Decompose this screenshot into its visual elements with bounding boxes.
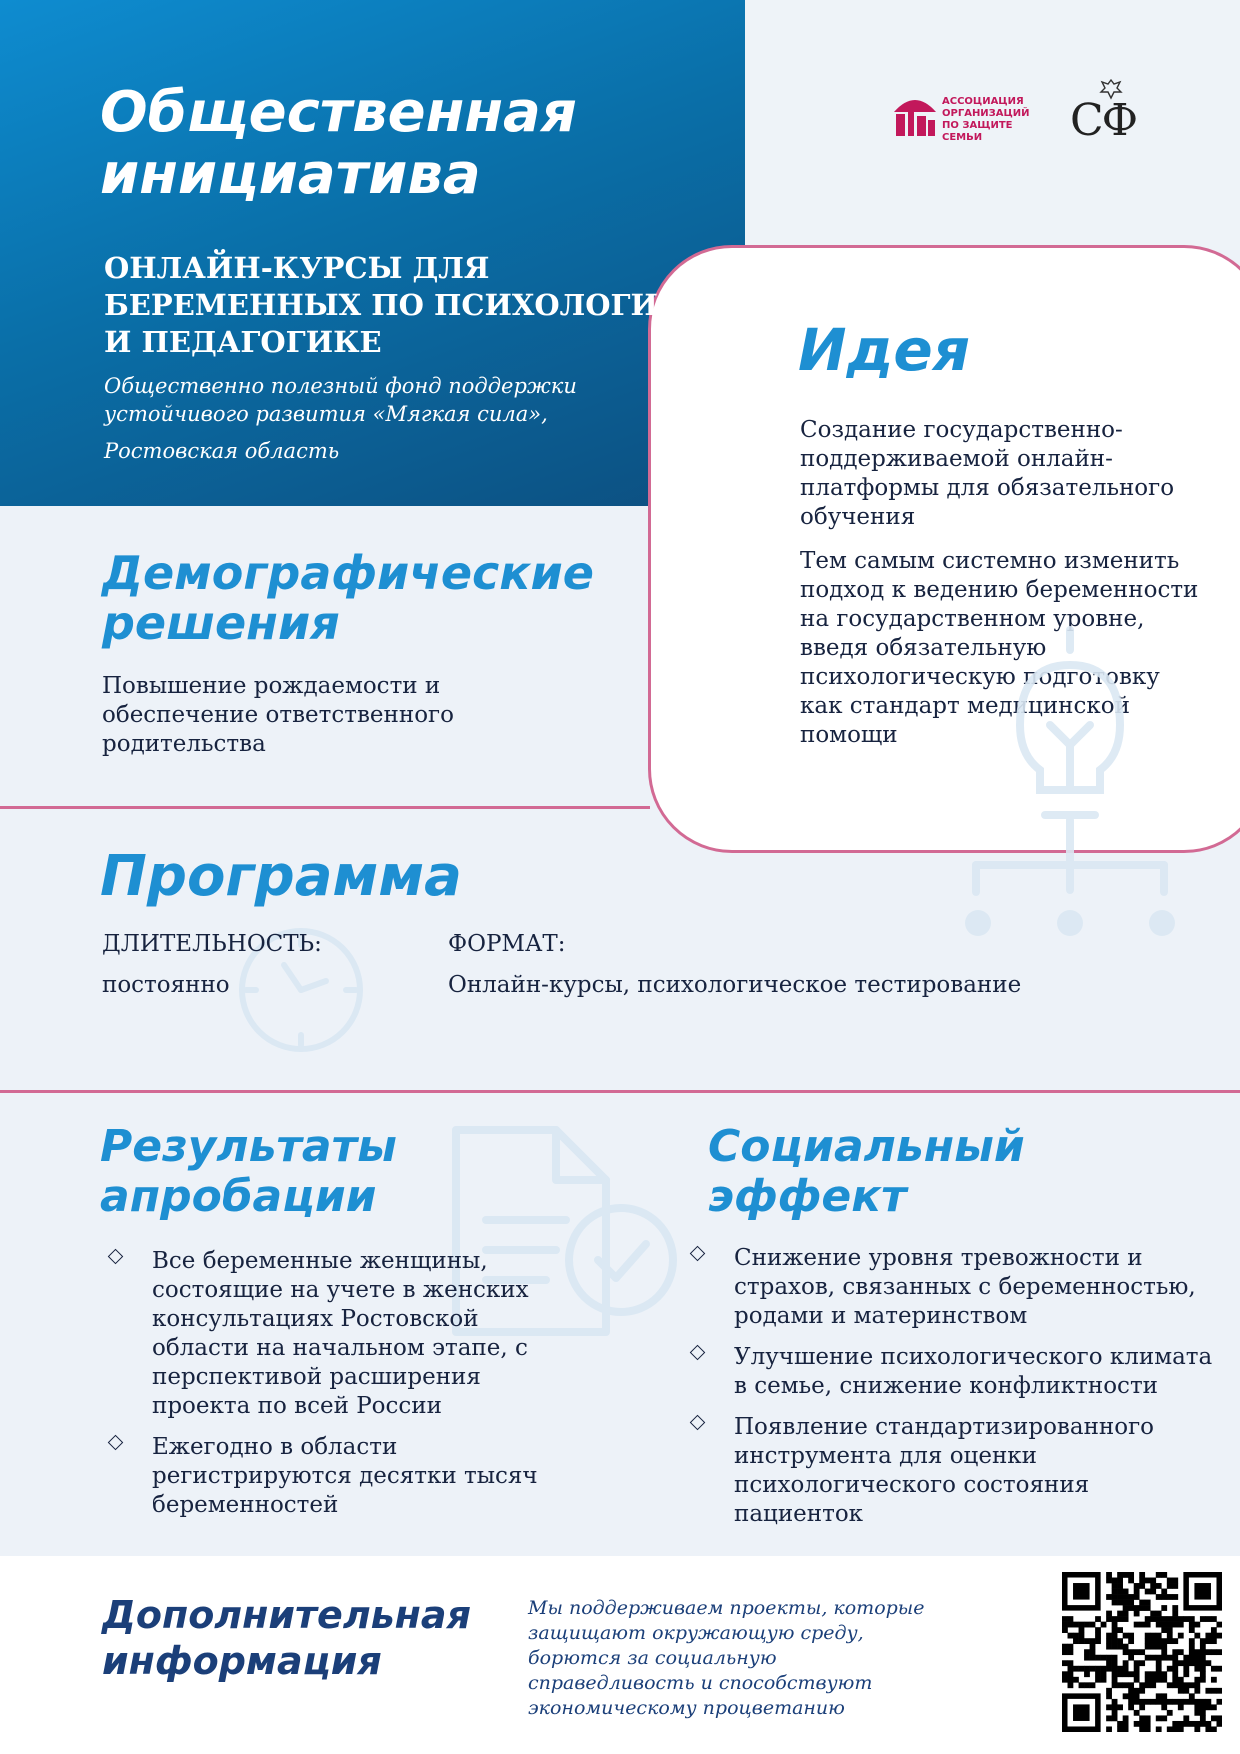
assoc-line-3: ПО ЗАЩИТЕ СЕМЬИ [942, 120, 1013, 143]
org-line-2: устойчивого развития «Мягкая сила», [104, 402, 548, 426]
umbrella-house-icon [890, 86, 940, 142]
diamond-bullet-icon [108, 1249, 124, 1265]
diamond-bullet-icon [690, 1415, 706, 1431]
format-value: Онлайн-курсы, психологическое тестирование [448, 972, 1022, 998]
social-heading [708, 1122, 1025, 1222]
social-item-text: Снижение уровня тревожности и страхов, связанных с беременностью, родами и материнством [734, 1245, 1196, 1329]
demographic-heading-line-1: Демографические [102, 546, 594, 600]
kicker-line-1: Общественная [100, 80, 577, 145]
assoc-line-2: ОРГАНИЗАЦИЙ [942, 108, 1030, 119]
social-heading-line-2: эффект [708, 1171, 907, 1222]
association-logo [890, 86, 1050, 142]
diamond-bullet-icon [690, 1345, 706, 1361]
idea-paragraph-2: Тем самым системно изменить подход к ведению беременности на государственном уровне, введя обязательную психологическую подготовку как стандарт медицинской помощи [800, 548, 1199, 748]
divider-left [0, 806, 650, 809]
results-item-text: Ежегодно в области регистрируются десятки тысяч беременностей [152, 1434, 538, 1518]
list-item [102, 1247, 552, 1421]
additional-info-heading-line-1: Дополнительная [102, 1593, 471, 1637]
results-heading-line-2: апробации [100, 1171, 377, 1222]
org-line-1: Общественно полезный фонд поддержки [104, 374, 577, 398]
list-item [684, 1413, 1214, 1529]
region-label: Ростовская область [104, 439, 340, 463]
results-item-text: Все беременные женщины, состоящие на учете в женских консультациях Ростовской области на начальном этапе, с перспективой расширения проекта по всей России [152, 1248, 529, 1419]
list-item [684, 1343, 1214, 1401]
title-line-1: ОНЛАЙН-КУРСЫ ДЛЯ [104, 251, 490, 285]
idea-heading: Идея [798, 316, 970, 384]
diamond-bullet-icon [690, 1246, 706, 1262]
organization-name [104, 372, 577, 428]
social-list [684, 1244, 1214, 1541]
sf-logo [1068, 78, 1158, 148]
duration-value: постоянно [102, 972, 230, 998]
title-line-3: И ПЕДАГОГИКЕ [104, 325, 382, 359]
project-title [104, 250, 685, 361]
kicker-line-2: инициатива [100, 142, 481, 207]
list-item [102, 1433, 552, 1520]
footer-note: Мы поддерживаем проекты, которые защищают окружающую среду, борются за социальную справедливость и способствуют экономическому процветанию [528, 1597, 925, 1719]
sf-text: СФ [1070, 95, 1137, 146]
assoc-line-1: АССОЦИАЦИЯ [942, 96, 1024, 107]
duration-label: ДЛИТЕЛЬНОСТЬ: [102, 931, 322, 957]
lightbulb-icon [960, 620, 1180, 940]
demographic-heading-line-2: решения [102, 596, 340, 650]
additional-info-heading-line-2: информация [102, 1639, 382, 1683]
program-heading: Программа [100, 844, 462, 909]
list-item [684, 1244, 1214, 1331]
diamond-bullet-icon [108, 1435, 124, 1451]
divider-full [0, 1090, 1240, 1093]
qr-code-icon[interactable] [1062, 1572, 1222, 1732]
additional-info-heading [102, 1592, 471, 1684]
results-list [102, 1247, 552, 1532]
social-item-text: Появление стандартизированного инструмента для оценки психологического состояния пациенток [734, 1414, 1154, 1527]
social-item-text: Улучшение психологического климата в семье, снижение конфликтности [734, 1344, 1213, 1399]
results-heading-line-1: Результаты [100, 1121, 397, 1172]
results-heading [100, 1122, 397, 1222]
title-line-2: БЕРЕМЕННЫХ ПО ПСИХОЛОГИИ [104, 288, 686, 322]
initiative-kicker [100, 82, 577, 206]
social-heading-line-1: Социальный [708, 1121, 1025, 1172]
demographic-heading [102, 548, 594, 648]
idea-paragraph-1: Создание государственно-поддерживаемой онлайн-платформы для обязательного обучения [800, 417, 1175, 530]
format-label: ФОРМАТ: [448, 931, 566, 957]
demographic-text: Повышение рождаемости и обеспечение ответственного родительства [102, 673, 454, 757]
